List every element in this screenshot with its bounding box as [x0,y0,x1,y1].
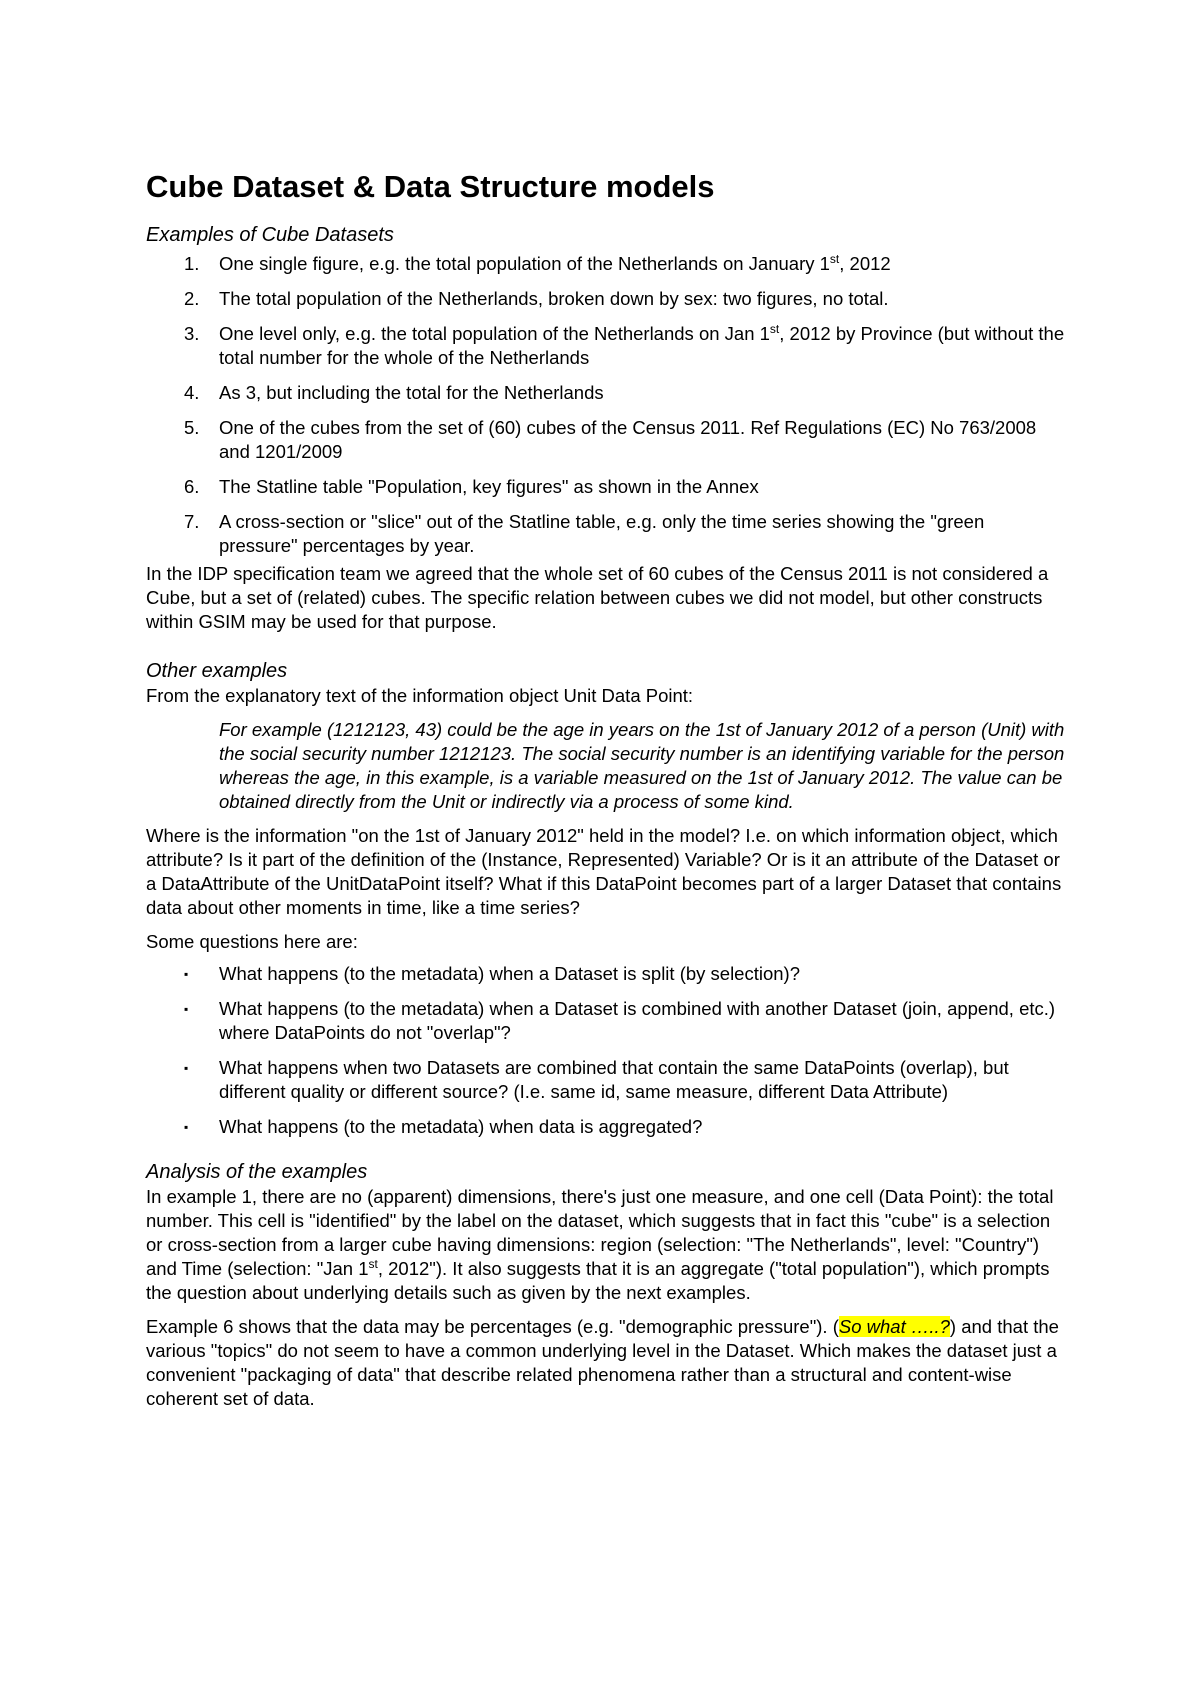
examples-list [146,252,1066,558]
list-item: 6. The Statline table "Population, key figures" as shown in the Annex [184,476,759,497]
bullet-icon: ▪ [184,967,189,981]
list-item: ▪ What happens (to the metadata) when a Dataset is split (by selection)? [184,963,800,984]
bullet-icon: ▪ [184,1061,189,1075]
highlighted-comment: So what …..? [838,1316,950,1337]
list-item: 7. A cross-section or "slice" out of the Statline table, e.g. only the time series showing the "green pressure" percentages by year. [184,511,985,556]
bullet-icon: ▪ [184,1002,189,1016]
list-item: 3. One level only, e.g. the total population of the Netherlands on Jan 1st, 2012 by Province (but without the total number for the whole of the Netherlands [184,321,1065,368]
list-item: 2. The total population of the Netherlands, broken down by sex: two figures, no total. [184,288,889,309]
paragraph-questions-intro: Some questions here are: [146,931,358,952]
section-heading-examples: Examples of Cube Datasets [146,224,394,246]
list-item: 5. One of the cubes from the set of (60) cubes of the Census 2011. Ref Regulations (EC) No 763/2008 and 1201/2009 [184,417,1037,462]
list-item: 1. One single figure, e.g. the total population of the Netherlands on January 1st, 2012 [184,251,891,274]
section-heading-analysis: Analysis of the examples [146,1161,368,1183]
paragraph-intro: From the explanatory text of the information object Unit Data Point: [146,685,694,706]
page-title: Cube Dataset & Data Structure models [146,169,715,204]
bullet-icon: ▪ [184,1120,189,1134]
list-item: ▪ What happens (to the metadata) when a Dataset is combined with another Dataset (join, append, etc.) where DataPoints do not "overlap"? [184,998,1056,1043]
document-body [146,168,1066,1411]
questions-list [146,962,1066,1139]
paragraph-where: Where is the information "on the 1st of January 2012" held in the model? I.e. on which information object, which attribute? Is it part of the definition of the (Instance, Represented) Variable? Or is it an attribute of the Dataset or a DataAttribute of the UnitDataPoint itself? What if this DataPoint becomes part of a larger Dataset that contains data about other moments in time, like a time series? [146,825,1062,918]
paragraph-analysis-1: In example 1, there are no (apparent) dimensions, there's just one measure, and one cell (Data Point): the total number. This cell is "identified" by the label on the dataset, which suggests that in fact this "cube" is a selection or cross-section from a larger cube having dimensions: region (selection: "The Netherlands", level: "Country") and Time (selection: "Jan 1st, 2012"). It also suggests that it is an aggregate ("total population"), which prompts the question about underlying details such as given by the next examples. [146,1186,1054,1303]
paragraph-idp-team: In the IDP specification team we agreed that the whole set of 60 cubes of the Census 2011 is not considered a Cube, but a set of (related) cubes. The specific relation between cubes we did not model, but other constructs within GSIM may be used for that purpose. [146,563,1049,632]
list-item: ▪ What happens (to the metadata) when data is aggregated? [184,1116,703,1137]
quote-block: For example (1212123, 43) could be the age in years on the 1st of January 2012 of a person (Unit) with the social security number 1212123. The social security number is an identifying variable for the person whereas the age, in this example, is a variable measured on the 1st of January 2012. The value can be obtained directly from the Unit or indirectly via a process of some kind. [219,719,1065,812]
paragraph-analysis-2: Example 6 shows that the data may be percentages (e.g. "demographic pressure"). (So what …..?) and that the various "topics" do not seem to have a common underlying level in the Dataset. Which makes the dataset just a convenient "packaging of data" that describe related phenomena rather than a structural and content-wise coherent set of data. [146,1316,1059,1409]
section-heading-other-examples: Other examples [146,660,288,682]
list-item: 4. As 3, but including the total for the Netherlands [184,382,604,403]
list-item: ▪ What happens when two Datasets are combined that contain the same DataPoints (overlap), but different quality or different source? (I.e. same id, same measure, different Data Attribute) [184,1057,1009,1102]
